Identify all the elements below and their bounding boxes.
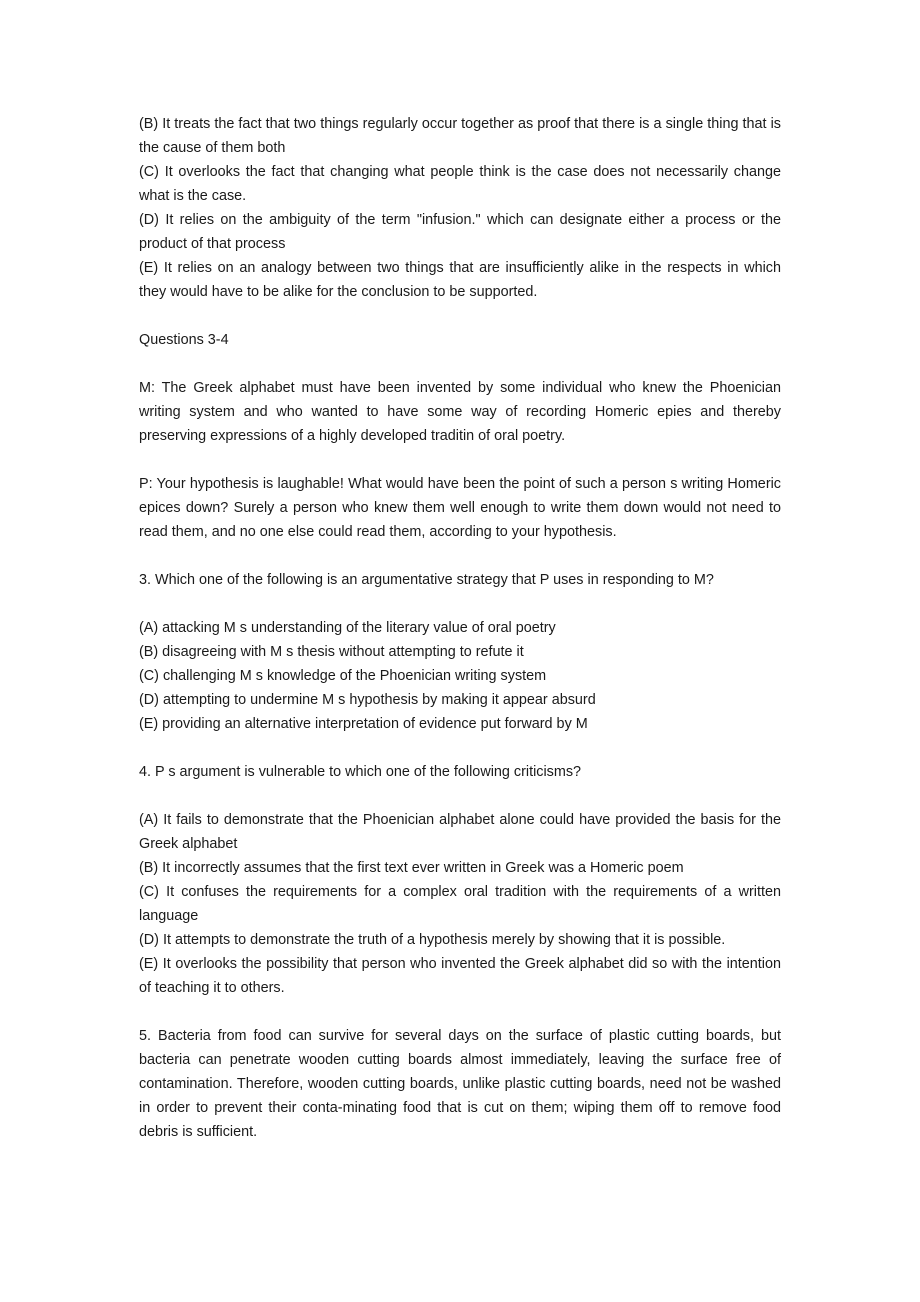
q2-option-b-text: (B) It treats the fact that two things regularly occur together as proof that there is a single thing that is the cause of them both — [139, 116, 781, 156]
q4-stem: 4. P s argument is vulnerable to which one of the following criticisms? — [139, 764, 582, 780]
q3-option-a: (A) attacking M s understanding of the literary value of oral poetry — [139, 620, 556, 636]
section-heading: Questions 3-4 — [139, 332, 229, 348]
q2-option-b — [139, 112, 781, 160]
spacer — [139, 736, 781, 760]
q2-option-e-text: (E) It relies on an analogy between two things that are insufficiently alike in the respects in which they would have to be alike for the conclusion to be supported. — [139, 260, 781, 300]
q4-option-c: (C) It confuses the requirements for a complex oral tradition with the requirements of a written language — [139, 884, 781, 924]
q3-option-e: (E) providing an alternative interpretation of evidence put forward by M — [139, 716, 588, 732]
q5-stem: 5. Bacteria from food can survive for several days on the surface of plastic cutting boards, but bacteria can penetrate wooden cutting boards almost immediately, leaving the surface free of contamination. Therefore, wooden cutting boards, unlike plastic cutting boards, need not be washed in order to prevent their conta-minating food that is cut on them; wiping them off to remove food debris is sufficient. — [139, 1028, 781, 1140]
q2-option-c-text: (C) It overlooks the fact that changing what people think is the case does not necessarily change what is the case. — [139, 164, 781, 204]
spacer — [139, 304, 781, 328]
q4-option-e: (E) It overlooks the possibility that person who invented the Greek alphabet did so with the intention of teaching it to others. — [139, 956, 781, 996]
q2-option-c — [139, 160, 781, 208]
q2-option-d-text: (D) It relies on the ambiguity of the term "infusion." which can designate either a process or the product of that process — [139, 212, 781, 252]
q3-options — [139, 616, 781, 736]
spacer — [139, 544, 781, 568]
document-page — [139, 112, 781, 1144]
spacer — [139, 1000, 781, 1024]
q2-option-d — [139, 208, 781, 256]
q4-option-d: (D) It attempts to demonstrate the truth of a hypothesis merely by showing that it is possible. — [139, 932, 726, 948]
q4-options — [139, 808, 781, 1000]
q3-option-c: (C) challenging M s knowledge of the Phoenician writing system — [139, 668, 547, 684]
q4-option-b: (B) It incorrectly assumes that the first text ever written in Greek was a Homeric poem — [139, 860, 684, 876]
spacer — [139, 784, 781, 808]
q3-option-d: (D) attempting to undermine M s hypothesis by making it appear absurd — [139, 692, 596, 708]
spacer — [139, 448, 781, 472]
q4-option-a: (A) It fails to demonstrate that the Phoenician alphabet alone could have provided the basis for the Greek alphabet — [139, 812, 781, 852]
spacer — [139, 352, 781, 376]
passage-m: M: The Greek alphabet must have been invented by some individual who knew the Phoenician writing system and who wanted to have some way of recording Homeric epies and thereby preserving expressions of a highly developed traditin of oral poetry. — [139, 380, 781, 444]
spacer — [139, 592, 781, 616]
q2-option-e — [139, 256, 781, 304]
q3-option-b: (B) disagreeing with M s thesis without attempting to refute it — [139, 644, 524, 660]
passage-p: P: Your hypothesis is laughable! What would have been the point of such a person s writing Homeric epices down? Surely a person who knew them well enough to write them down would not need to read them, and no one else could read them, according to your hypothesis. — [139, 476, 781, 540]
q3-stem: 3. Which one of the following is an argumentative strategy that P uses in responding to M? — [139, 572, 714, 588]
